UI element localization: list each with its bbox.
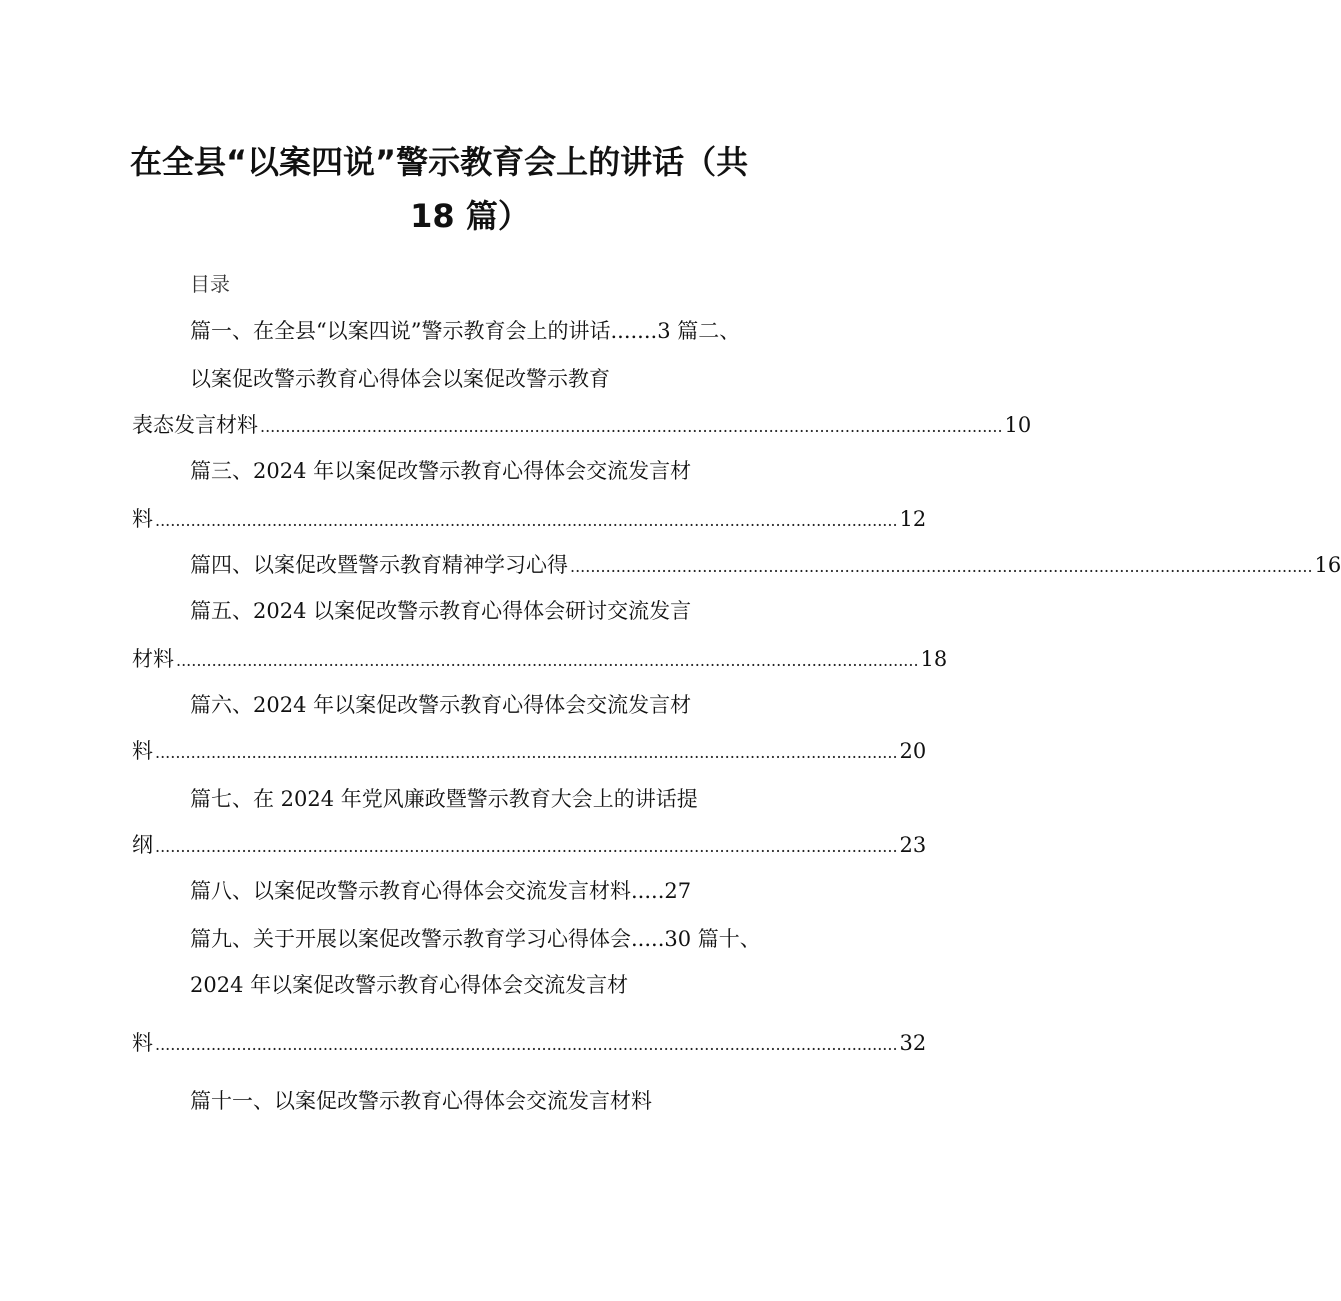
toc-page-number: 16 (1314, 553, 1341, 577)
toc-page-number: 23 (899, 833, 927, 857)
toc-page-number: 20 (899, 739, 927, 763)
toc-entry-3-line-1[interactable]: 篇三、2024 年以案促改警示教育心得体会交流发言材 (190, 459, 692, 483)
toc-entry-8[interactable]: 篇八、以案促改警示教育心得体会交流发言材料.....27 (190, 879, 692, 903)
leader-dots: .................................................................................................................................................. (260, 417, 1003, 436)
toc-entry-4[interactable] (190, 550, 1341, 582)
toc-entry-6-line-2[interactable] (132, 736, 927, 768)
toc-page-number: 12 (899, 507, 927, 531)
toc-page-number: 32 (899, 1031, 927, 1055)
toc-entry-2-line-2[interactable] (132, 410, 1032, 442)
toc-entry-5-line-2[interactable] (132, 644, 948, 676)
leader-dots: .................................................................................................................................................. (155, 743, 898, 762)
toc-entry-text: 料 (132, 739, 153, 763)
toc-entry-text: 表态发言材料 (132, 413, 258, 437)
toc-entry-text: 料 (132, 1031, 153, 1055)
toc-entry-7-line-2[interactable] (132, 830, 927, 862)
toc-entry-11[interactable]: 篇十一、以案促改警示教育心得体会交流发言材料 (190, 1089, 652, 1113)
leader-dots: .................................................................................................................................................. (155, 1035, 898, 1054)
toc-page-number: 18 (920, 647, 948, 671)
leader-dots: .................................................................................................................................................. (570, 557, 1313, 576)
leader-dots: .................................................................................................................................................. (155, 837, 898, 856)
toc-entry-1[interactable]: 篇一、在全县“以案四说”警示教育会上的讲话.......3 篇二、 (190, 319, 741, 343)
toc-entry-6-line-1[interactable]: 篇六、2024 年以案促改警示教育心得体会交流发言材 (190, 693, 692, 717)
toc-entry-text: 篇四、以案促改暨警示教育精神学习心得 (190, 553, 568, 577)
leader-dots: .................................................................................................................................................. (155, 511, 898, 530)
document-title-line-2: 18 篇） (410, 197, 530, 235)
toc-entry-3-line-2[interactable] (132, 504, 927, 536)
toc-entry-10-line-1[interactable]: 2024 年以案促改警示教育心得体会交流发言材 (190, 973, 629, 997)
toc-entry-text: 材料 (132, 647, 174, 671)
toc-page-number: 10 (1004, 413, 1032, 437)
toc-entry-9[interactable]: 篇九、关于开展以案促改警示教育学习心得体会.....30 篇十、 (190, 927, 761, 951)
toc-heading: 目录 (190, 272, 230, 296)
toc-entry-2-line-1[interactable]: 以案促改警示教育心得体会以案促改警示教育 (190, 367, 610, 391)
toc-entry-7-line-1[interactable]: 篇七、在 2024 年党风廉政暨警示教育大会上的讲话提 (190, 787, 698, 811)
document-title-line-1: 在全县“以案四说”警示教育会上的讲话（共 (130, 143, 749, 181)
toc-entry-5-line-1[interactable]: 篇五、2024 以案促改警示教育心得体会研讨交流发言 (190, 599, 692, 623)
toc-entry-10-line-2[interactable] (132, 1028, 927, 1060)
toc-entry-text: 纲 (132, 833, 153, 857)
leader-dots: .................................................................................................................................................. (176, 651, 919, 670)
toc-entry-text: 料 (132, 507, 153, 531)
